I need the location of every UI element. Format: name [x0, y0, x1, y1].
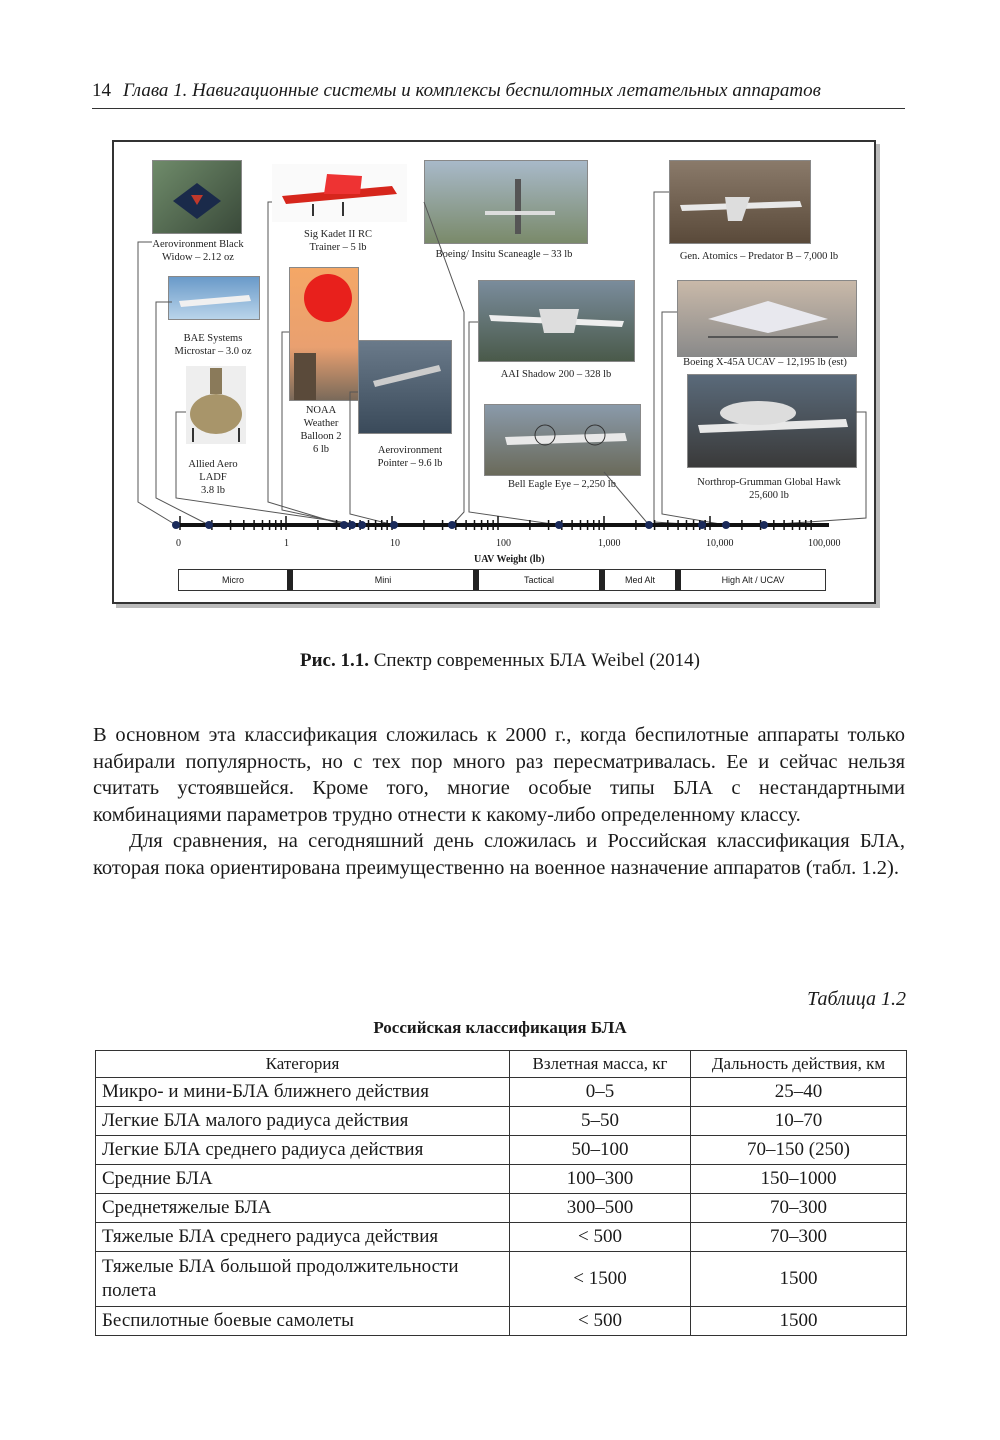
caption-shadow: AAI Shadow 200 – 328 lb	[500, 369, 612, 380]
weight-axis-graphic	[114, 142, 874, 602]
cell-mass: 5–50	[510, 1107, 691, 1136]
caption-global-hawk: Northrop-Grumman Global Hawk 25,600 lb	[697, 477, 841, 501]
table-header-row	[96, 1051, 907, 1078]
caption-microstar: BAE Systems Microstar – 3.0 oz	[174, 333, 252, 357]
tick-label: 10,000	[706, 538, 734, 549]
table-row	[96, 1078, 907, 1107]
table-row	[96, 1136, 907, 1165]
cell-category: Среднетяжелые БЛА	[96, 1194, 510, 1223]
figure-caption-text: Спектр современных БЛА Weibel (2014)	[369, 650, 700, 671]
class-mini: Mini	[293, 570, 479, 590]
caption-black-widow: Aerovironment Black Widow – 2.12 oz	[152, 239, 244, 263]
cell-mass: < 1500	[510, 1252, 691, 1307]
caption-ladf: Allied Aero LADF 3.8 lb	[188, 459, 238, 496]
cell-mass: < 500	[510, 1223, 691, 1252]
tick-label: 100,000	[808, 538, 841, 549]
classification-table	[95, 1050, 907, 1336]
page-number: 14	[92, 80, 111, 101]
cell-mass: 300–500	[510, 1194, 691, 1223]
cell-range: 70–300	[691, 1194, 907, 1223]
cell-range: 10–70	[691, 1107, 907, 1136]
cell-range: 1500	[691, 1307, 907, 1336]
tick-label: 0	[176, 538, 181, 549]
header-category: Категория	[96, 1051, 510, 1078]
figure-caption-label: Рис. 1.1.	[300, 650, 369, 671]
header-mass: Взлетная масса, кг	[510, 1051, 691, 1078]
class-med-alt: Med Alt	[605, 570, 681, 590]
table-row	[96, 1107, 907, 1136]
body-text	[93, 722, 905, 881]
table-row	[96, 1223, 907, 1252]
cell-range: 25–40	[691, 1078, 907, 1107]
cell-category: Беспилотные боевые самолеты	[96, 1307, 510, 1336]
cell-mass: 50–100	[510, 1136, 691, 1165]
caption-x45a: Boeing X-45A UCAV – 12,195 lb (est)	[683, 357, 847, 368]
cell-category: Средние БЛА	[96, 1165, 510, 1194]
table-row	[96, 1252, 907, 1307]
cell-range: 1500	[691, 1252, 907, 1307]
caption-sig-kadet: Sig Kadet II RC Trainer – 5 lb	[304, 229, 372, 253]
caption-eagle-eye: Bell Eagle Eye – 2,250 lb	[508, 479, 616, 490]
cell-category: Легкие БЛА среднего радиуса действия	[96, 1136, 510, 1165]
class-high-alt: High Alt / UCAV	[721, 575, 785, 585]
class-bar	[178, 569, 826, 591]
chapter-title: Глава 1. Навигационные системы и комплексы беспилотных летательных аппаратов	[123, 80, 821, 101]
tick-label: 1	[284, 538, 289, 549]
class-micro: Micro	[179, 570, 293, 590]
cell-range: 150–1000	[691, 1165, 907, 1194]
uav-spectrum-figure	[112, 140, 876, 604]
paragraph: Для сравнения, на сегодняшний день сложилась и Российская классификация БЛА, которая пока ориентирована преимущественно на военное назначение аппаратов (табл. 1.2).	[93, 830, 905, 879]
cell-mass: < 500	[510, 1307, 691, 1336]
tick-label: 1,000	[598, 538, 621, 549]
cell-category: Микро- и мини-БЛА ближнего действия	[96, 1078, 510, 1107]
table-row	[96, 1194, 907, 1223]
class-tactical: Tactical	[479, 570, 605, 590]
table-title: Российская классификация БЛА	[373, 1018, 627, 1037]
caption-predator: Gen. Atomics – Predator B – 7,000 lb	[679, 251, 839, 262]
caption-pointer: Aerovironment Pointer – 9.6 lb	[377, 445, 443, 469]
figure-caption	[0, 650, 1000, 672]
table-row	[96, 1307, 907, 1336]
axis-title: UAV Weight (lb)	[474, 554, 545, 565]
table-label: Таблица 1.2	[807, 988, 906, 1010]
cell-category: Тяжелые БЛА большой продолжительности полета	[96, 1252, 510, 1307]
cell-mass: 0–5	[510, 1078, 691, 1107]
tick-label: 10	[390, 538, 400, 549]
tick-label: 100	[496, 538, 511, 549]
cell-mass: 100–300	[510, 1165, 691, 1194]
paragraph: В основном эта классификация сложилась к 2000 г., когда беспилотные аппараты только набирали популярность, но с тех пор много раз пересматривалась. Ее и сейчас нельзя считать устоявшейся. Кроме того, многие особые типы БЛА с нестандартными комбинациями параметров трудно отнести к какому-либо определенному классу.	[93, 724, 905, 826]
caption-noaa: NOAA Weather Balloon 2 6 lb	[300, 405, 342, 455]
header-range: Дальность действия, км	[691, 1051, 907, 1078]
cell-category: Легкие БЛА малого радиуса действия	[96, 1107, 510, 1136]
cell-category: Тяжелые БЛА среднего радиуса действия	[96, 1223, 510, 1252]
table-row	[96, 1165, 907, 1194]
page-header	[92, 80, 905, 109]
caption-scaneagle: Boeing/ Insitu Scaneagle – 33 lb	[435, 249, 573, 260]
cell-range: 70–300	[691, 1223, 907, 1252]
cell-range: 70–150 (250)	[691, 1136, 907, 1165]
